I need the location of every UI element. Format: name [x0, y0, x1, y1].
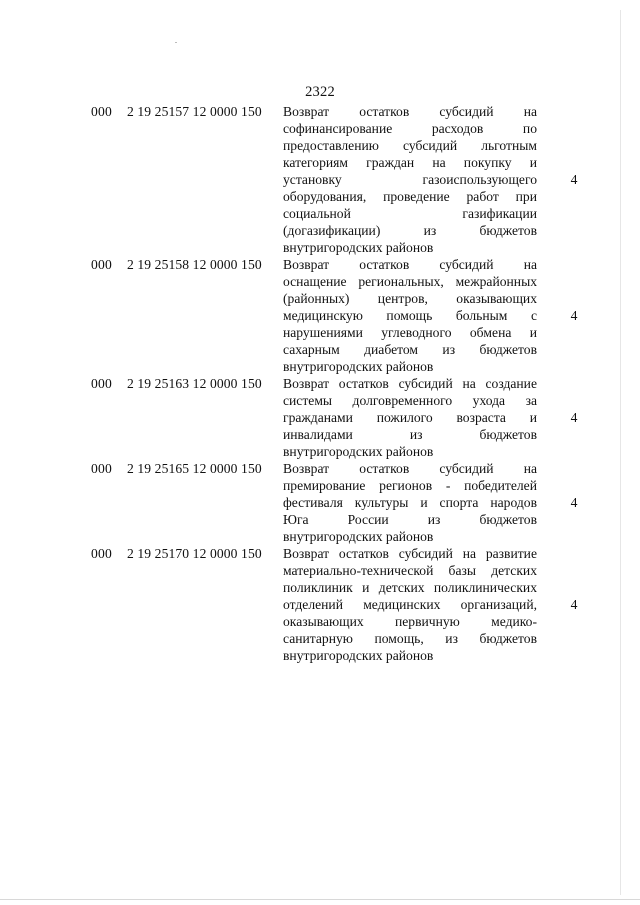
- admin-code: 000: [91, 257, 112, 272]
- description-line: материально-технической базы детских: [283, 563, 537, 578]
- budget-classification-code: 2 19 25165 12 0000 150: [127, 461, 262, 476]
- description-line: социальной газификации: [283, 206, 537, 221]
- description-line: оборудования, проведение работ при: [283, 189, 537, 204]
- scan-bottom-line: [0, 899, 640, 900]
- amount-value: 4: [570, 410, 578, 425]
- description-line: (районных) центров, оказывающих: [283, 291, 537, 306]
- description-line: инвалидами из бюджетов: [283, 427, 537, 442]
- row-description: [283, 545, 537, 664]
- row-description: [283, 460, 537, 545]
- description-line: Возврат остатков субсидий на развитие: [283, 546, 537, 561]
- description-line: оснащение региональных, межрайонных: [283, 274, 537, 289]
- budget-classification-code: 2 19 25158 12 0000 150: [127, 257, 262, 272]
- admin-code: 000: [91, 376, 112, 391]
- amount-value: 4: [570, 172, 578, 187]
- description-line: Возврат остатков субсидий на создание: [283, 376, 537, 391]
- description-line: сахарным диабетом из бюджетов: [283, 342, 537, 357]
- description-line: системы долговременного ухода за: [283, 393, 537, 408]
- table-row: [0, 256, 640, 375]
- description-line: нарушениями углеводного обмена и: [283, 325, 537, 340]
- budget-code-table: [0, 103, 640, 664]
- description-line: отделений медицинских организаций,: [283, 597, 537, 612]
- description-line: Возврат остатков субсидий на: [283, 104, 537, 119]
- admin-code: 000: [91, 546, 112, 561]
- description-line: оказывающих первичную медико-: [283, 614, 537, 629]
- table-row: [0, 103, 640, 256]
- description-line: Юга России из бюджетов: [283, 512, 537, 527]
- description-line: Возврат остатков субсидий на: [283, 461, 537, 476]
- page-number: 2322: [305, 84, 335, 100]
- description-line: внутригородских районов: [283, 240, 434, 255]
- description-line: (догазификации) из бюджетов: [283, 223, 537, 238]
- admin-code: 000: [91, 461, 112, 476]
- amount-value: 4: [570, 308, 578, 323]
- description-line: внутригородских районов: [283, 648, 434, 663]
- description-line: внутригородских районов: [283, 529, 434, 544]
- description-line: внутригородских районов: [283, 359, 434, 374]
- row-description: [283, 256, 537, 375]
- description-line: фестиваля культуры и спорта народов: [283, 495, 537, 510]
- table-row: [0, 375, 640, 460]
- description-line: поликлиник и детских поликлинических: [283, 580, 537, 595]
- admin-code: 000: [91, 104, 112, 119]
- description-line: категориям граждан на покупку и: [283, 155, 537, 170]
- description-line: премирование регионов - победителей: [283, 478, 537, 493]
- row-description: [283, 103, 537, 256]
- scan-speck: [175, 42, 177, 43]
- description-line: санитарную помощь, из бюджетов: [283, 631, 537, 646]
- budget-classification-code: 2 19 25170 12 0000 150: [127, 546, 262, 561]
- table-row: [0, 545, 640, 664]
- amount-value: 4: [570, 597, 578, 612]
- description-line: медицинскую помощь больным с: [283, 308, 537, 323]
- row-description: [283, 375, 537, 460]
- description-line: установку газоиспользующего: [283, 172, 537, 187]
- amount-value: 4: [570, 495, 578, 510]
- description-line: предоставлению субсидий льготным: [283, 138, 537, 153]
- description-line: Возврат остатков субсидий на: [283, 257, 537, 272]
- description-line: гражданами пожилого возраста и: [283, 410, 537, 425]
- description-line: внутригородских районов: [283, 444, 434, 459]
- table-row: [0, 460, 640, 545]
- description-line: софинансирование расходов по: [283, 121, 537, 136]
- budget-classification-code: 2 19 25163 12 0000 150: [127, 376, 262, 391]
- budget-classification-code: 2 19 25157 12 0000 150: [127, 104, 262, 119]
